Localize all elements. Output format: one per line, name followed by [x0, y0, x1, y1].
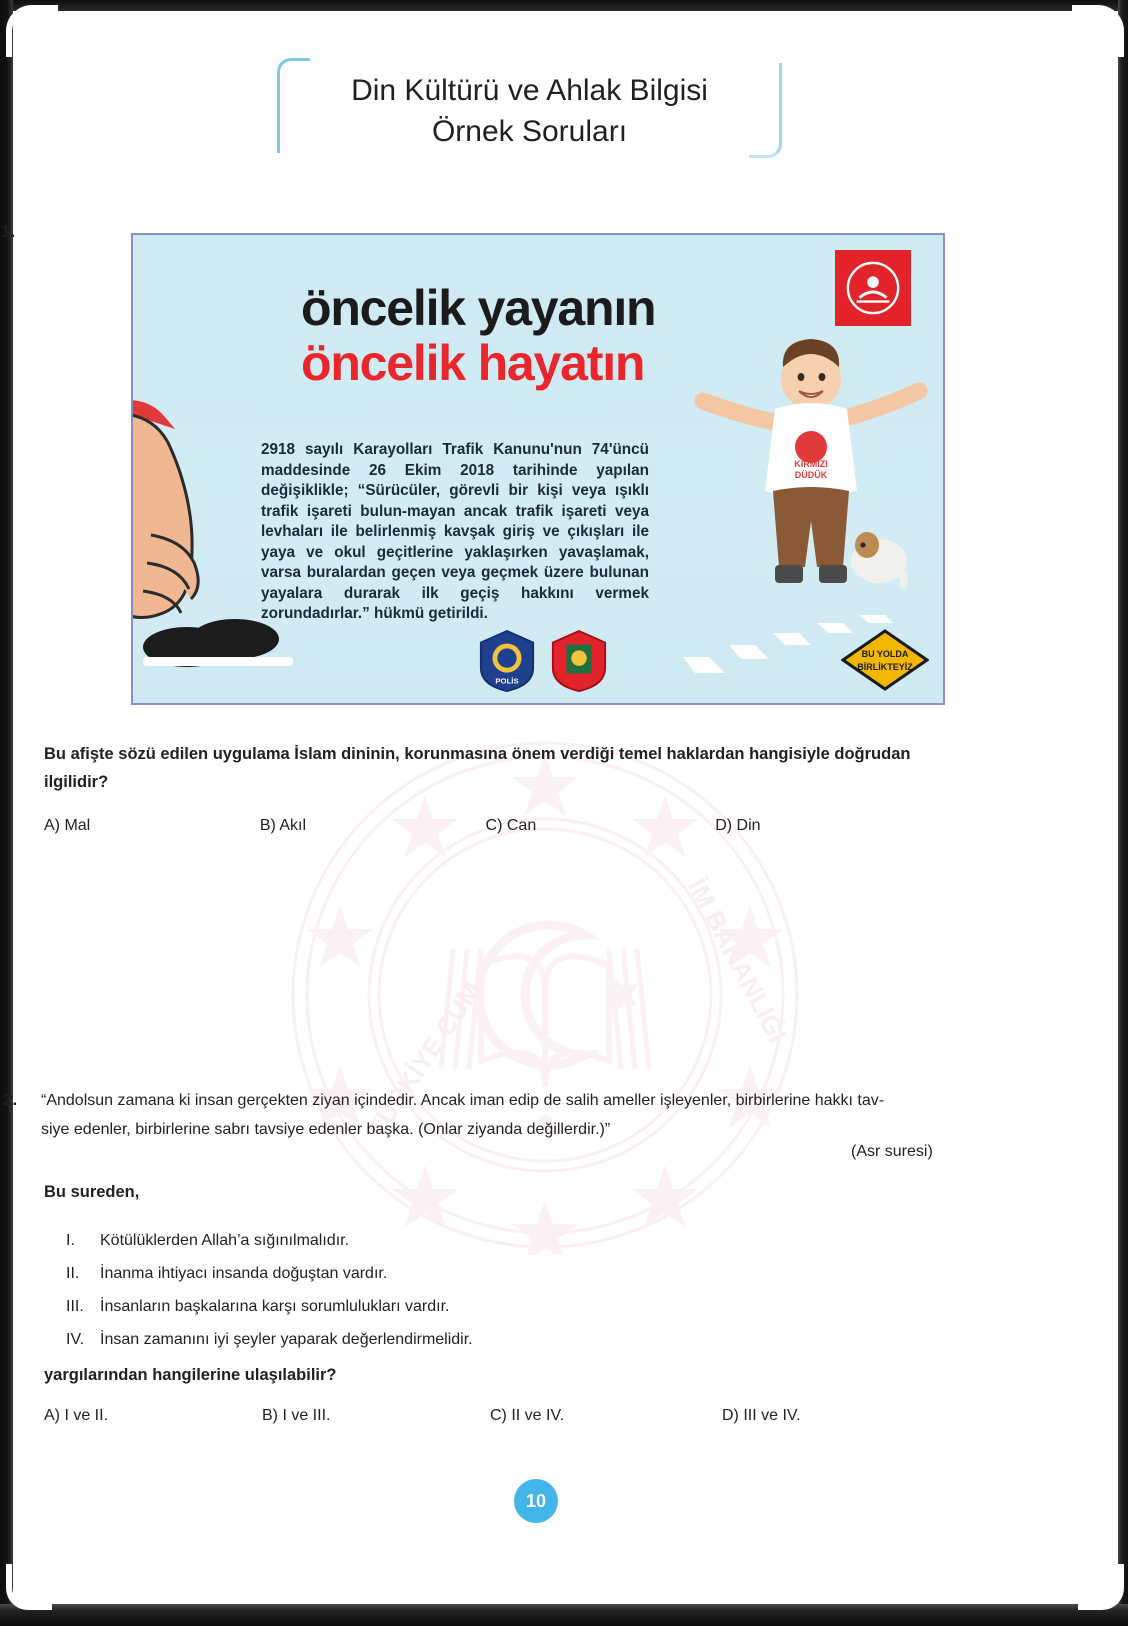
watermark-text-left: TÜRKİYE CUM [361, 975, 487, 1143]
svg-text:POLİS: POLİS [495, 676, 519, 686]
page-corner-bottom-right [1078, 1564, 1124, 1610]
shirt-text-line-1: KIRMIZI [794, 459, 828, 469]
question-2-option-b[interactable]: B) I ve III. [262, 1407, 331, 1424]
question-1-stem-line-2: ilgilidir? [44, 773, 109, 791]
roman-list-item [66, 1257, 766, 1290]
page-corner-top-right [1072, 5, 1124, 57]
poster-body-text: 2918 sayılı Karayolları Trafik Kanunu'nun 74'üncü maddesinde 26 Ekim 2018 tarihinde yapılan değişiklikle; “Sürücüler, görevli bir kişi veya ışıklı trafik işareti bulun-mayan ancak trafik işareti veya levhaları ile belirlenmiş kavşak giriş ve çıkışları ile yaya ve okul geçitlerine yaklaşırken yavaşlamak, varsa buralardan geçen veya geçmek üzere bulunan yayalara durarak ilk geçiş hakkını vermek zorundadırlar.” hükmü getirildi. [261, 441, 649, 622]
page-number-badge: 10 [514, 1479, 558, 1523]
question-2-number: 2. [3, 1090, 18, 1109]
question-2-option-d[interactable]: D) III ve IV. [722, 1407, 801, 1424]
roman-item-text: İnsanların başkalarına karşı sorumlulukları vardır. [100, 1298, 450, 1315]
question-2-options [44, 1407, 844, 1425]
question-2-quote-line-2: siye edenler, birbirlerine sabrı tavsiye edenler başka. (Onlar ziyanda değillerdir.)” [41, 1121, 611, 1138]
question-2-quote [41, 1086, 1059, 1144]
watermark-text-right: İM BAKANLIĞI [681, 873, 793, 1048]
warning-sign-line-1: BU YOLDA [861, 649, 909, 659]
roman-item-text: İnsan zamanını iyi şeyler yaparak değerlendirmelidir. [100, 1331, 473, 1348]
page-corner-top-left [6, 5, 58, 57]
roman-list-item [66, 1224, 766, 1257]
roman-numeral: III. [66, 1298, 84, 1315]
roman-numeral: I. [66, 1232, 75, 1249]
poster-headline-2: öncelik hayatın [301, 335, 645, 391]
question-2-option-c[interactable]: C) II ve IV. [490, 1407, 565, 1424]
question-1-stem [44, 740, 1054, 796]
page-frame-top [0, 0, 1128, 11]
question-1-option-d[interactable]: D) Din [715, 817, 761, 834]
question-1-option-c[interactable]: C) Can [485, 817, 537, 834]
page-title [277, 70, 782, 152]
page-title-line-1: Din Kültürü ve Ahlak Bilgisi [351, 74, 708, 107]
roman-numeral: IV. [66, 1331, 85, 1348]
shirt-text-line-2: DÜDÜK [794, 470, 828, 480]
roman-item-text: İnanma ihtiyacı insanda doğuştan vardır. [100, 1265, 388, 1282]
road-warning-sign [841, 629, 929, 691]
traffic-safety-poster [131, 233, 945, 705]
child-photo-illustration [691, 335, 931, 625]
page-corner-bottom-left [6, 1564, 52, 1610]
institution-badges [477, 629, 609, 693]
warning-sign-line-2: BİRLİKTEYİZ [857, 662, 913, 672]
question-2-roman-list [66, 1224, 766, 1356]
ministry-emblem-icon [835, 250, 911, 326]
roman-list-item [66, 1323, 766, 1356]
police-badge-icon [477, 629, 537, 693]
roman-numeral: II. [66, 1265, 80, 1282]
page-title-banner [277, 58, 782, 158]
page-frame-left [0, 0, 16, 1626]
page-frame-right [1118, 0, 1128, 1626]
question-2-option-a[interactable]: A) I ve II. [44, 1407, 109, 1424]
pointing-hand-illustration [131, 385, 308, 685]
question-1-option-b[interactable]: B) Akıl [259, 817, 307, 834]
question-2-source: (Asr suresi) [851, 1143, 933, 1160]
jandarma-badge-icon [549, 629, 609, 693]
poster-headline-1: öncelik yayanın [301, 280, 656, 336]
question-2-closing: yargılarından hangilerine ulaşılabilir? [44, 1366, 337, 1384]
question-1-number: 1. [1, 222, 16, 241]
question-2-lead-in: Bu sureden, [44, 1183, 140, 1201]
page-title-line-2: Örnek Soruları [431, 115, 628, 148]
question-1-option-a[interactable]: A) Mal [44, 817, 91, 834]
question-1-options [44, 817, 834, 835]
question-2-quote-line-1: “Andolsun zamana ki insan gerçekten ziyan içindedir. Ancak iman edip de salih ameller işleyenler, birbirlerine hakkı tav- [41, 1092, 885, 1109]
roman-list-item [66, 1290, 766, 1323]
question-1-stem-line-1: Bu afişte sözü edilen uygulama İslam dininin, korunmasına önem verdiği temel haklardan hangisiyle doğrudan [44, 745, 911, 763]
roman-item-text: Kötülüklerden Allah’a sığınılmalıdır. [100, 1232, 350, 1249]
page-frame-bottom [0, 1604, 1128, 1626]
